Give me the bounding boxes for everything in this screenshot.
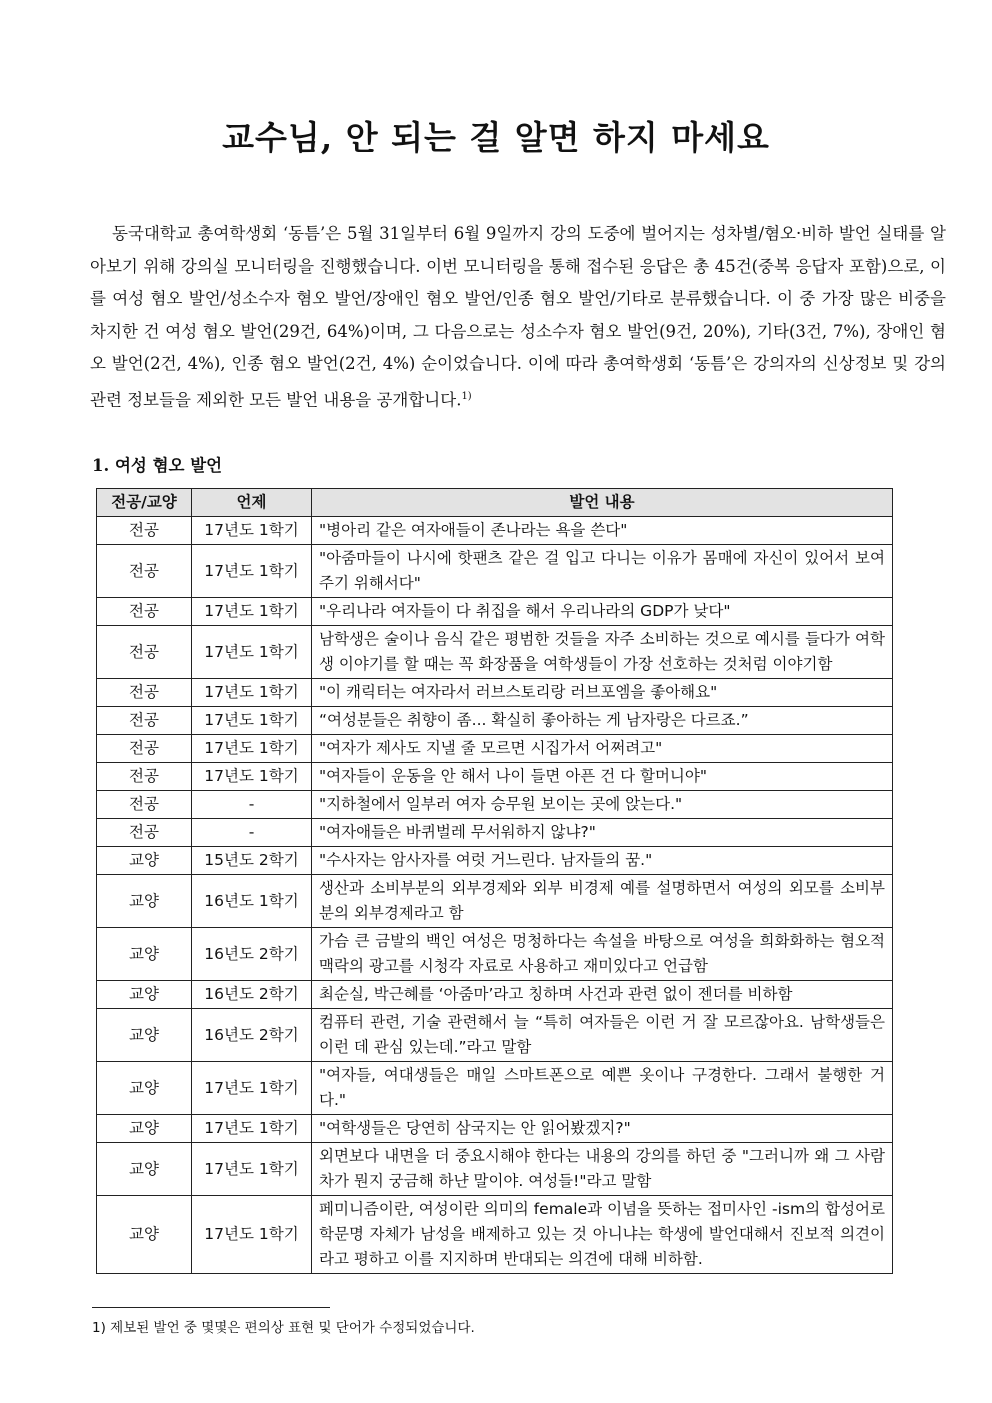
category-cell: 교양 xyxy=(97,847,192,875)
category-cell: 교양 xyxy=(97,981,192,1009)
table-row xyxy=(97,626,893,679)
table-row xyxy=(97,598,893,626)
category-cell: 전공 xyxy=(97,763,192,791)
when-cell: - xyxy=(192,819,312,847)
when-cell: 17년도 1학기 xyxy=(192,1196,312,1274)
table-row xyxy=(97,819,893,847)
category-cell: 전공 xyxy=(97,707,192,735)
table-row xyxy=(97,763,893,791)
category-cell: 교양 xyxy=(97,1115,192,1143)
content-cell: "지하철에서 일부러 여자 승무원 보이는 곳에 앉는다." xyxy=(312,791,893,819)
content-cell: "병아리 같은 여자애들이 존나라는 욕을 쓴다" xyxy=(312,517,893,545)
table-row xyxy=(97,735,893,763)
remarks-table xyxy=(96,488,893,1274)
when-cell: 17년도 1학기 xyxy=(192,763,312,791)
intro-text: 동국대학교 총여학생회 ‘동틈’은 5월 31일부터 6월 9일까지 강의 도중에 벌어지는 성차별/혐오·비하 발언 실태를 알아보기 위해 강의실 모니터링을 진행했습니다. 이번 모니터링을 통해 접수된 응답은 총 45건(중복 응답자 포함)으로, 이를 여성 혐오 발언/성소수자 혐오 발언/장애인 혐오 발언/인종 혐오 발언/기타로 분류했습니다. 이 중 가장 많은 비중을 차지한 건 여성 혐오 발언(29건, 64%)이며, 그 다음으로는 성소수자 혐오 발언(9건, 20%), 기타(3건, 7%), 장애인 혐오 발언(2건, 4%), 인종 혐오 발언(2건, 4%) 순이었습니다. 이에 따라 총여학생회 ‘동틈’은 강의자의 신상정보 및 강의 관련 정보들을 제외한 모든 발언 내용을 공개합니다. xyxy=(90,224,946,410)
table-row xyxy=(97,1009,893,1062)
when-cell: 17년도 1학기 xyxy=(192,735,312,763)
when-cell: - xyxy=(192,791,312,819)
when-cell: 17년도 1학기 xyxy=(192,545,312,598)
content-cell: "여자가 제사도 지낼 줄 모르면 시집가서 어쩌려고" xyxy=(312,735,893,763)
content-cell: 외면보다 내면을 더 중요시해야 한다는 내용의 강의를 하던 중 "그러니까 왜 그 사람 차가 뭔지 궁금해 하냔 말이야. 여성들!"라고 말함 xyxy=(312,1143,893,1196)
header-when: 언제 xyxy=(192,489,312,517)
category-cell: 교양 xyxy=(97,1009,192,1062)
content-cell: "우리나라 여자들이 다 취집을 해서 우리나라의 GDP가 낮다" xyxy=(312,598,893,626)
header-content: 발언 내용 xyxy=(312,489,893,517)
content-cell: 가슴 큰 금발의 백인 여성은 멍청하다는 속설을 바탕으로 여성을 희화화하는 혐오적 맥락의 광고를 시청각 자료로 사용하고 재미있다고 언급함 xyxy=(312,928,893,981)
content-cell: 생산과 소비부분의 외부경제와 외부 비경제 예를 설명하면서 여성의 외모를 소비부분의 외부경제라고 함 xyxy=(312,875,893,928)
category-cell: 전공 xyxy=(97,791,192,819)
document-title: 교수님, 안 되는 걸 알면 하지 마세요 xyxy=(222,118,770,157)
footnote-divider xyxy=(92,1307,330,1308)
category-cell: 교양 xyxy=(97,1143,192,1196)
intro-paragraph xyxy=(90,218,946,417)
category-cell: 전공 xyxy=(97,679,192,707)
content-cell: "여자들, 여대생들은 매일 스마트폰으로 예쁜 옷이나 구경한다. 그래서 불행한 거다." xyxy=(312,1062,893,1115)
section-title: 1. 여성 혐오 발언 xyxy=(92,456,223,475)
category-cell: 교양 xyxy=(97,928,192,981)
table-row xyxy=(97,545,893,598)
table-row xyxy=(97,791,893,819)
table-row xyxy=(97,875,893,928)
content-cell: 남학생은 술이나 음식 같은 평범한 것들을 자주 소비하는 것으로 예시를 들다가 여학생 이야기를 할 때는 꼭 화장품을 여학생들이 가장 선호하는 것처럼 이야기함 xyxy=(312,626,893,679)
table-row xyxy=(97,847,893,875)
table-row xyxy=(97,1062,893,1115)
footnote-ref: 1) xyxy=(461,390,472,402)
when-cell: 17년도 1학기 xyxy=(192,1143,312,1196)
category-cell: 교양 xyxy=(97,875,192,928)
table-row xyxy=(97,679,893,707)
content-cell: 컴퓨터 관련, 기술 관련해서 늘 “특히 여자들은 이런 거 잘 모르잖아요. 남학생들은 이런 데 관심 있는데.”라고 말함 xyxy=(312,1009,893,1062)
table-row xyxy=(97,517,893,545)
footnote: 1) 제보된 발언 중 몇몇은 편의상 표현 및 단어가 수정되었습니다. xyxy=(92,1320,475,1336)
when-cell: 17년도 1학기 xyxy=(192,707,312,735)
category-cell: 전공 xyxy=(97,598,192,626)
category-cell: 전공 xyxy=(97,626,192,679)
when-cell: 15년도 2학기 xyxy=(192,847,312,875)
content-cell: “여성분들은 취향이 좀... 확실히 좋아하는 게 남자랑은 다르죠.” xyxy=(312,707,893,735)
category-cell: 전공 xyxy=(97,819,192,847)
content-cell: 최순실, 박근혜를 ‘아줌마’라고 칭하며 사건과 관련 없이 젠더를 비하함 xyxy=(312,981,893,1009)
table-header-row xyxy=(97,489,893,517)
when-cell: 17년도 1학기 xyxy=(192,1115,312,1143)
content-cell: "아줌마들이 나시에 핫팬츠 같은 걸 입고 다니는 이유가 몸매에 자신이 있어서 보여주기 위해서다" xyxy=(312,545,893,598)
table-row xyxy=(97,981,893,1009)
when-cell: 17년도 1학기 xyxy=(192,1062,312,1115)
when-cell: 16년도 2학기 xyxy=(192,928,312,981)
content-cell: "여자들이 운동을 안 해서 나이 들면 아픈 건 다 할머니야" xyxy=(312,763,893,791)
when-cell: 16년도 2학기 xyxy=(192,1009,312,1062)
when-cell: 17년도 1학기 xyxy=(192,679,312,707)
content-cell: 페미니즘이란, 여성이란 의미의 female과 이념을 뜻하는 접미사인 -ism의 합성어로 학문명 자체가 남성을 배제하고 있는 것 아니냐는 학생에 발언대해서 진보적 의견이라고 평하고 이를 지지하며 반대되는 의견에 대해 비하함. xyxy=(312,1196,893,1274)
table-row xyxy=(97,1143,893,1196)
header-category: 전공/교양 xyxy=(97,489,192,517)
when-cell: 16년도 2학기 xyxy=(192,981,312,1009)
category-cell: 전공 xyxy=(97,545,192,598)
content-cell: "여자애들은 바퀴벌레 무서워하지 않냐?" xyxy=(312,819,893,847)
when-cell: 17년도 1학기 xyxy=(192,626,312,679)
when-cell: 16년도 1학기 xyxy=(192,875,312,928)
content-cell: "이 캐릭터는 여자라서 러브스토리랑 러브포엠을 좋아해요" xyxy=(312,679,893,707)
content-cell: "여학생들은 당연히 삼국지는 안 읽어봤겠지?" xyxy=(312,1115,893,1143)
table-row xyxy=(97,1115,893,1143)
table-row xyxy=(97,928,893,981)
category-cell: 교양 xyxy=(97,1062,192,1115)
table-row xyxy=(97,1196,893,1274)
category-cell: 전공 xyxy=(97,517,192,545)
content-cell: "수사자는 암사자를 여럿 거느린다. 남자들의 꿈." xyxy=(312,847,893,875)
category-cell: 교양 xyxy=(97,1196,192,1274)
when-cell: 17년도 1학기 xyxy=(192,517,312,545)
when-cell: 17년도 1학기 xyxy=(192,598,312,626)
category-cell: 전공 xyxy=(97,735,192,763)
table-row xyxy=(97,707,893,735)
